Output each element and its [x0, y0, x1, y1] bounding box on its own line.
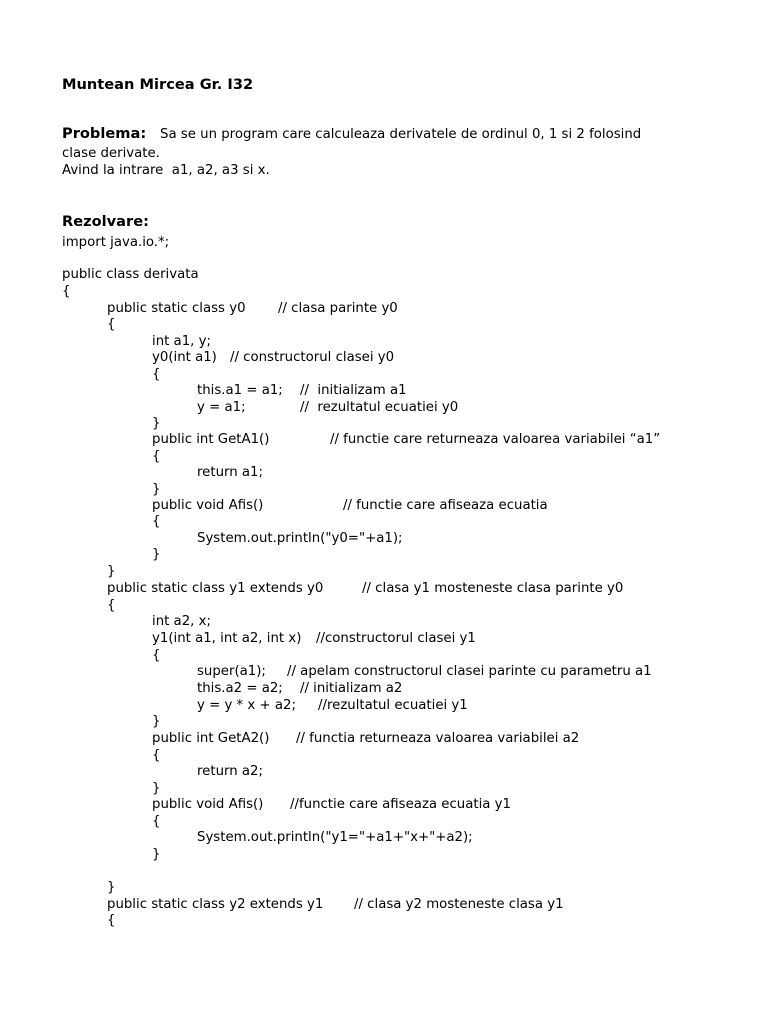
code-line: { [107, 317, 116, 332]
code-line: int a2, x; [152, 614, 211, 629]
code-line: } [107, 564, 116, 579]
code-comment: // constructorul clasei y0 [230, 350, 395, 365]
code-comment: // initializam a2 [300, 681, 403, 696]
problem-text: Sa se un program care calculeaza derivatele de ordinul 0, 1 si 2 folosind [160, 127, 642, 142]
code-line: } [152, 547, 161, 562]
code-line: System.out.println("y1="+a1+"x+"+a2); [197, 830, 473, 845]
code-line: this.a1 = a1; [197, 383, 283, 398]
code-line: { [152, 449, 161, 464]
code-line: public class derivata [62, 267, 199, 282]
code-comment: // functia returneaza valoarea variabilei a2 [296, 731, 580, 746]
code-line: } [107, 880, 116, 895]
code-line: } [152, 847, 161, 862]
code-comment: // clasa y2 mosteneste clasa y1 [354, 897, 564, 912]
code-line: { [152, 367, 161, 382]
code-line: super(a1); [197, 664, 266, 679]
solution-label: Rezolvare: [62, 213, 149, 230]
code-comment: // apelam constructorul clasei parinte cu parametru a1 [287, 664, 652, 679]
code-line: public static class y0 [107, 301, 246, 316]
code-line: } [152, 416, 161, 431]
code-line: public int GetA2() [152, 731, 270, 746]
code-comment: // functie care returneaza valoarea variabilei “a1” [330, 432, 661, 447]
code-line: { [152, 648, 161, 663]
problem-inputs-text: Avind la intrare a1, a2, a3 si x. [62, 163, 270, 178]
code-comment: //constructorul clasei y1 [316, 631, 476, 646]
code-line: { [152, 814, 161, 829]
code-comment: // functie care afiseaza ecuatia [343, 498, 548, 513]
code-line: this.a2 = a2; [197, 681, 283, 696]
author-line: Muntean Mircea Gr. I32 [62, 76, 254, 93]
code-line: } [152, 714, 161, 729]
code-line: public static class y1 extends y0 [107, 581, 324, 596]
code-line: y0(int a1) [152, 350, 217, 365]
code-line: public void Afis() [152, 797, 264, 812]
code-line: System.out.println("y0="+a1); [197, 531, 403, 546]
code-line: public static class y2 extends y1 [107, 897, 324, 912]
code-comment: //functie care afiseaza ecuatia y1 [290, 797, 511, 812]
code-line: return a1; [197, 465, 263, 480]
code-comment: // rezultatul ecuatiei y0 [300, 400, 459, 415]
code-line: import java.io.*; [62, 235, 170, 250]
code-line: { [62, 284, 71, 299]
code-line: y = a1; [197, 400, 246, 415]
code-line: { [107, 913, 116, 928]
code-line: public void Afis() [152, 498, 264, 513]
code-comment: // clasa y1 mosteneste clasa parinte y0 [362, 581, 624, 596]
code-line: public int GetA1() [152, 432, 270, 447]
problem-text: clase derivate. [62, 146, 160, 161]
problem-label: Problema: [62, 125, 147, 142]
code-line: { [107, 598, 116, 613]
code-comment: // initializam a1 [300, 383, 407, 398]
code-line: return a2; [197, 764, 263, 779]
code-line: { [152, 748, 161, 763]
code-line: int a1, y; [152, 334, 211, 349]
code-comment: //rezultatul ecuatiei y1 [318, 698, 468, 713]
code-comment: // clasa parinte y0 [278, 301, 398, 316]
code-line: } [152, 482, 161, 497]
code-line: } [152, 781, 161, 796]
code-line: { [152, 514, 161, 529]
code-line: y1(int a1, int a2, int x) [152, 631, 302, 646]
code-line: y = y * x + a2; [197, 698, 296, 713]
